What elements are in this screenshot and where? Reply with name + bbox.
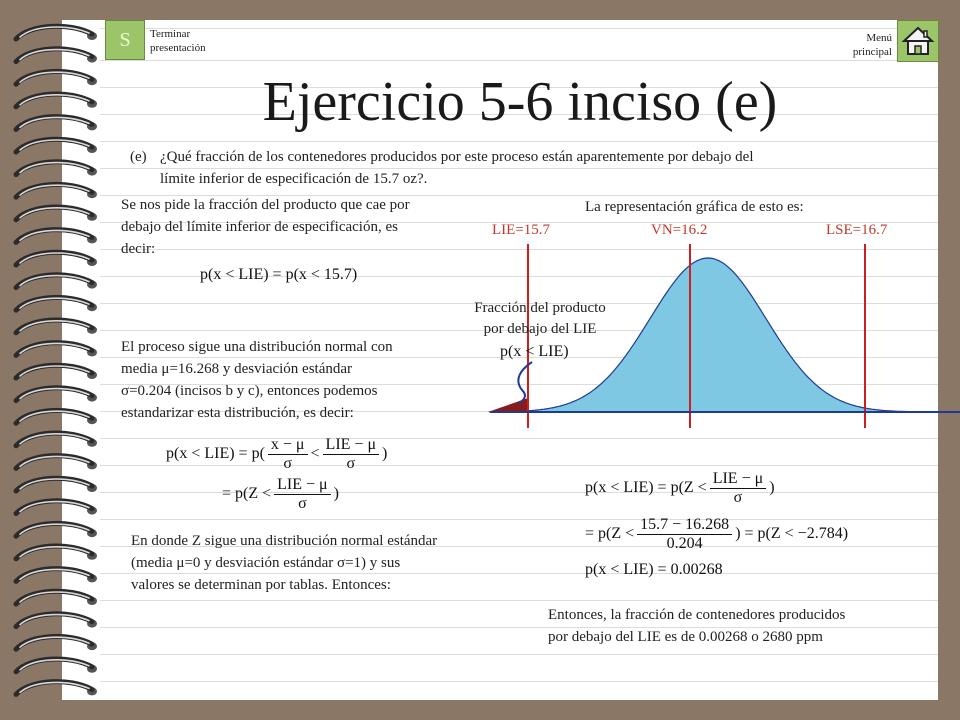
spiral-ring <box>16 184 97 198</box>
equation-z-lie: = p(Z < LIE − μ σ ) <box>222 475 339 512</box>
graph-caption: La representación gráfica de esto es: <box>585 199 804 215</box>
equation-right-2: = p(Z < 15.7 − 16.268 0.204 ) = p(Z < −2.784) <box>585 515 849 552</box>
spiral-ring <box>16 343 97 357</box>
fraction-right-1: LIE − μ σ <box>710 470 766 507</box>
main-menu-button[interactable] <box>897 20 939 62</box>
spiral-ring <box>16 614 97 628</box>
spiral-ring <box>16 139 97 153</box>
spiral-ring <box>16 433 97 447</box>
spiral-ring <box>16 207 97 221</box>
fraction-equation: p(x < LIE) <box>500 343 569 360</box>
question-text: ¿Qué fracción de los contenedores producidos por este proceso están aparentemente por debajo del límite inferior de especificación de 15.7 oz?. <box>160 149 754 187</box>
equation-right-1: p(x < LIE) = p(Z < LIE − μ σ ) <box>585 469 775 506</box>
lse-label: LSE=16.7 <box>826 222 888 238</box>
spiral-ring <box>16 252 97 266</box>
fraction-lie-mu-sigma: LIE − μ σ <box>323 436 379 473</box>
spiral-ring <box>16 569 97 583</box>
spiral-ring <box>16 682 97 696</box>
vn-label: VN=16.2 <box>651 222 708 238</box>
spiral-ring <box>16 388 97 402</box>
end-presentation-icon: S <box>119 28 131 51</box>
spiral-ring <box>16 365 97 379</box>
spiral-ring <box>16 297 97 311</box>
spiral-ring <box>16 71 97 85</box>
spiral-ring <box>16 501 97 515</box>
page-title: Ejercicio 5-6 inciso (e) <box>262 71 778 133</box>
normal-distribution-paragraph: El proceso sigue una distribución normal con media μ=16.268 y desviación estándar σ=0.204 (incisos b y c), entonces podemos estandarizar esta distribución, es decir: <box>121 339 393 421</box>
equation-standardize: p(x < LIE) = p( x − μ σ < LIE − μ σ ) <box>166 435 388 472</box>
spiral-ring <box>16 410 97 424</box>
spiral-ring <box>16 456 97 470</box>
spiral-ring <box>16 49 97 63</box>
home-icon <box>898 21 938 61</box>
lie-label: LIE=15.7 <box>492 222 551 238</box>
spiral-ring <box>16 162 97 176</box>
spiral-ring <box>16 117 97 131</box>
spiral-ring <box>16 636 97 650</box>
fraction-x-mu-sigma: x − μ σ <box>268 436 308 473</box>
conclusion-paragraph: Entonces, la fracción de contenedores producidos por debajo del LIE es de 0.00268 o 2680 ppm <box>548 607 846 645</box>
spiral-ring <box>16 320 97 334</box>
spiral-ring <box>16 478 97 492</box>
fraction-below-lie-label: Fracción del producto por debajo del LIE <box>474 300 606 337</box>
spiral-ring <box>16 659 97 673</box>
spiral-ring <box>16 275 97 289</box>
fraction-z-lie: LIE − μ σ <box>274 476 330 513</box>
equation-prob-lie: p(x < LIE) = p(x < 15.7) <box>200 266 358 283</box>
spiral-ring <box>16 591 97 605</box>
spiral-ring <box>16 26 97 40</box>
spiral-ring <box>16 546 97 560</box>
question-marker: (e) <box>130 149 147 165</box>
main-menu-label[interactable]: Menú principal <box>852 32 892 58</box>
intro-paragraph: Se nos pide la fracción del producto que cae por debajo del límite inferior de especificación, es decir: <box>121 197 410 257</box>
fraction-pointer <box>518 362 532 404</box>
end-presentation-label[interactable]: Terminar presentación <box>150 28 206 54</box>
fraction-right-2: 15.7 − 16.268 0.204 <box>637 516 732 553</box>
spiral-ring <box>16 523 97 537</box>
spiral-binding <box>0 18 110 708</box>
equation-right-3: p(x < LIE) = 0.00268 <box>585 561 723 578</box>
end-presentation-button[interactable] <box>105 20 145 60</box>
spiral-ring <box>16 230 97 244</box>
standard-normal-paragraph: En donde Z sigue una distribución normal estándar (media μ=0 y desviación estándar σ=1) y sus valores se determinan por tablas. Entonces: <box>131 533 438 593</box>
spiral-ring <box>16 94 97 108</box>
